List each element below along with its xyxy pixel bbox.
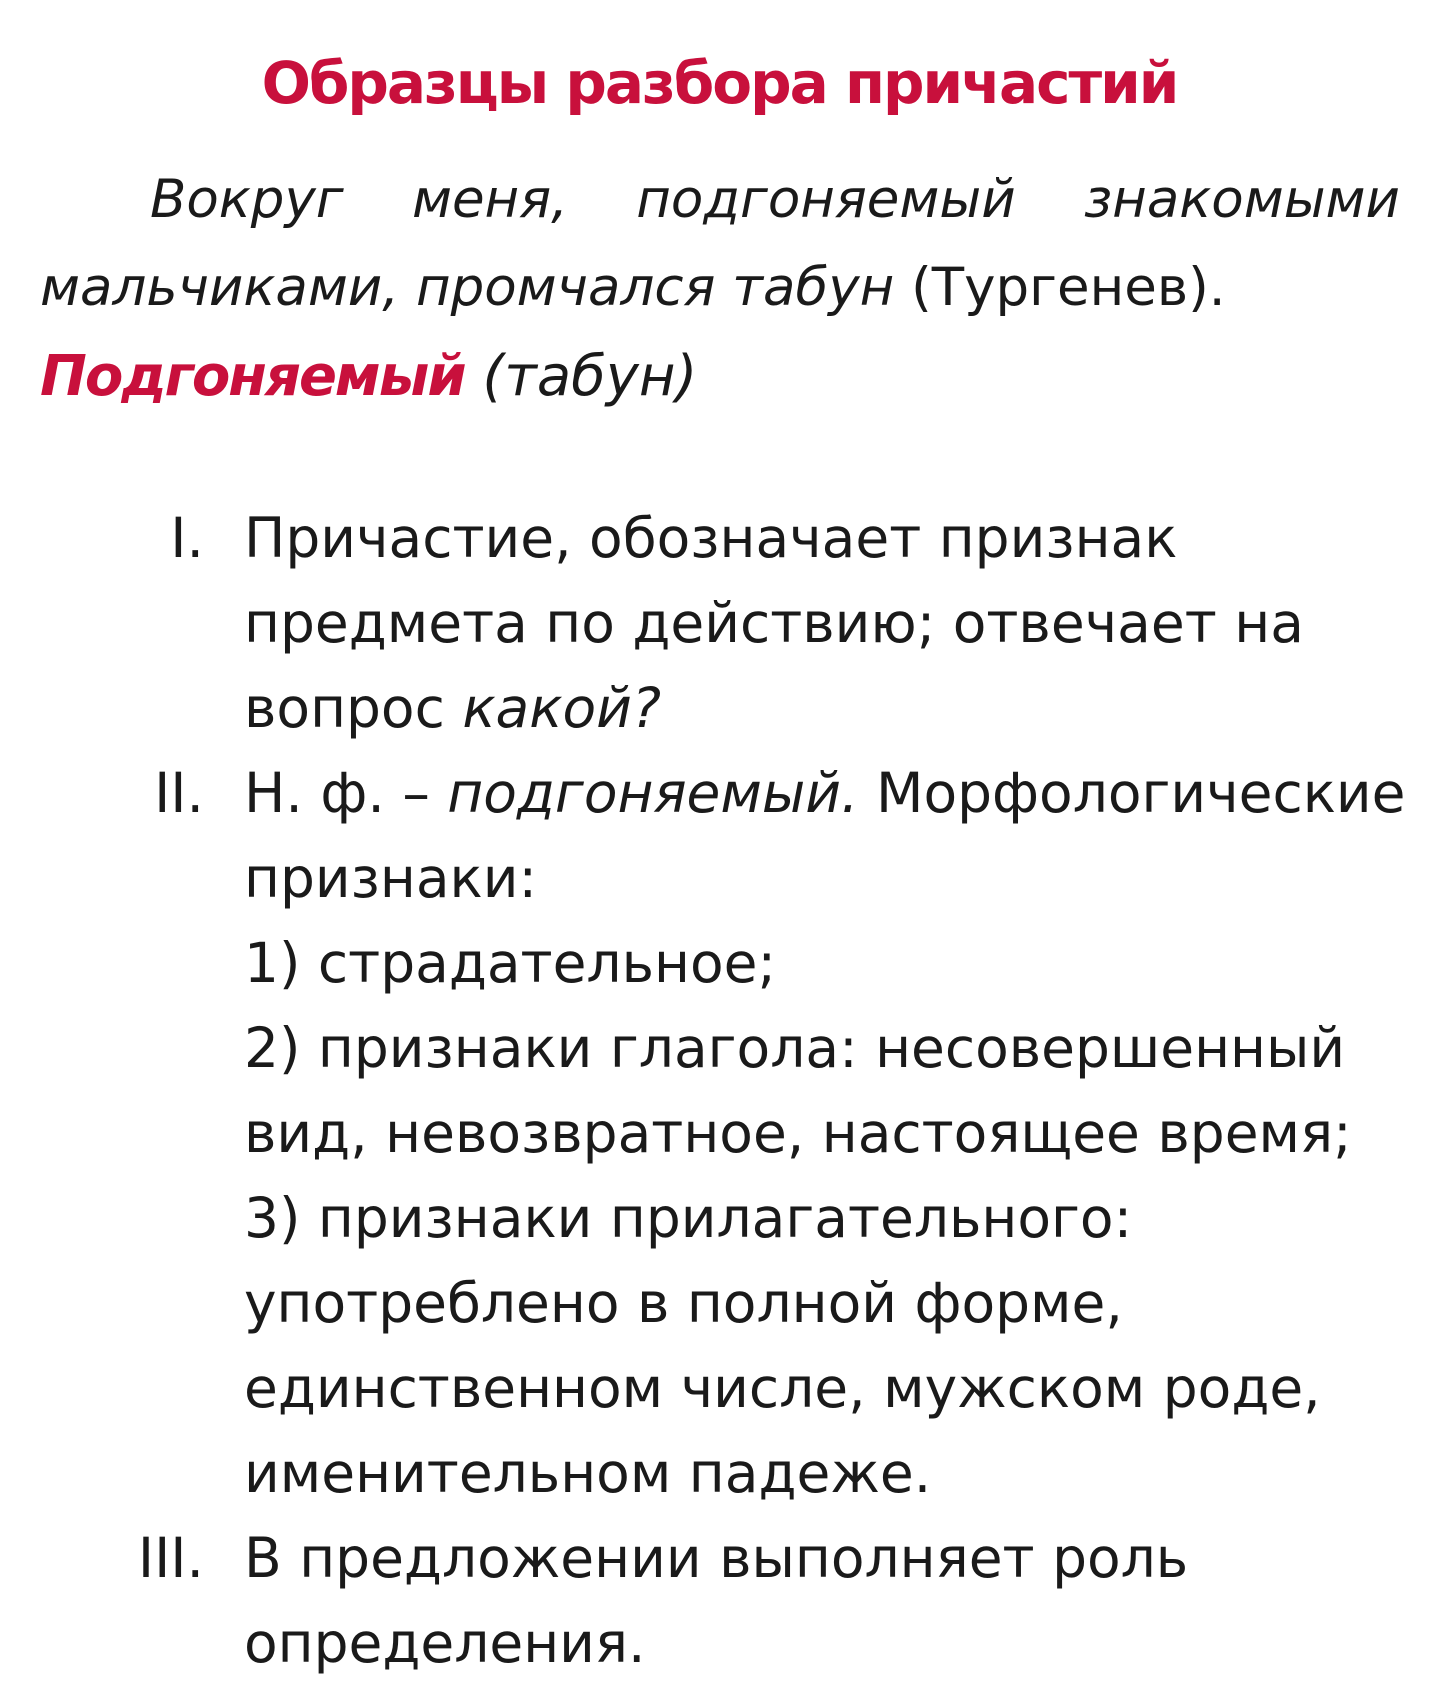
list-numeral: I.	[170, 506, 204, 570]
head-noun: (табун)	[482, 344, 698, 409]
item-question: какой?	[462, 676, 662, 740]
feature-item: 3) признаки прилагательного: употреблено в полной форме, единственном числе, мужском роде, именительном падеже.	[244, 1186, 1321, 1505]
features-heading: Морфологические признаки:	[244, 761, 1406, 910]
sentence-text: Вокруг меня, подгоняемый знакомыми мальчиками, промчался табун	[40, 169, 1400, 318]
list-item	[60, 496, 1420, 751]
list-item-text	[244, 496, 1414, 751]
list-item-text	[244, 751, 1414, 1516]
analyzed-word	[40, 340, 697, 414]
sentence-author: (Тургенев).	[911, 257, 1226, 318]
initial-form-prefix: Н. ф. –	[244, 761, 448, 825]
feature-item: 1) страдательное;	[244, 931, 776, 995]
analysis-list	[60, 496, 1420, 1686]
list-numeral: III.	[137, 1526, 204, 1590]
participle-word: Подгоняемый	[40, 344, 465, 409]
list-item	[60, 1516, 1420, 1686]
feature-item: 2) признаки глагола: несовершенный вид, невозвратное, настоящее время;	[244, 1016, 1352, 1165]
item-text: Причастие, обозначает признак предмета по действию; отвечает на вопрос	[244, 506, 1304, 740]
initial-form-line	[244, 751, 1414, 921]
initial-form: подгоняемый.	[447, 761, 859, 825]
list-item	[60, 751, 1420, 1516]
list-numeral: II.	[154, 761, 204, 825]
example-sentence	[40, 156, 1400, 332]
list-item-text: В предложении выполняет роль определения.	[244, 1526, 1189, 1675]
page-title: Образцы разбора причастий	[261, 49, 1178, 117]
